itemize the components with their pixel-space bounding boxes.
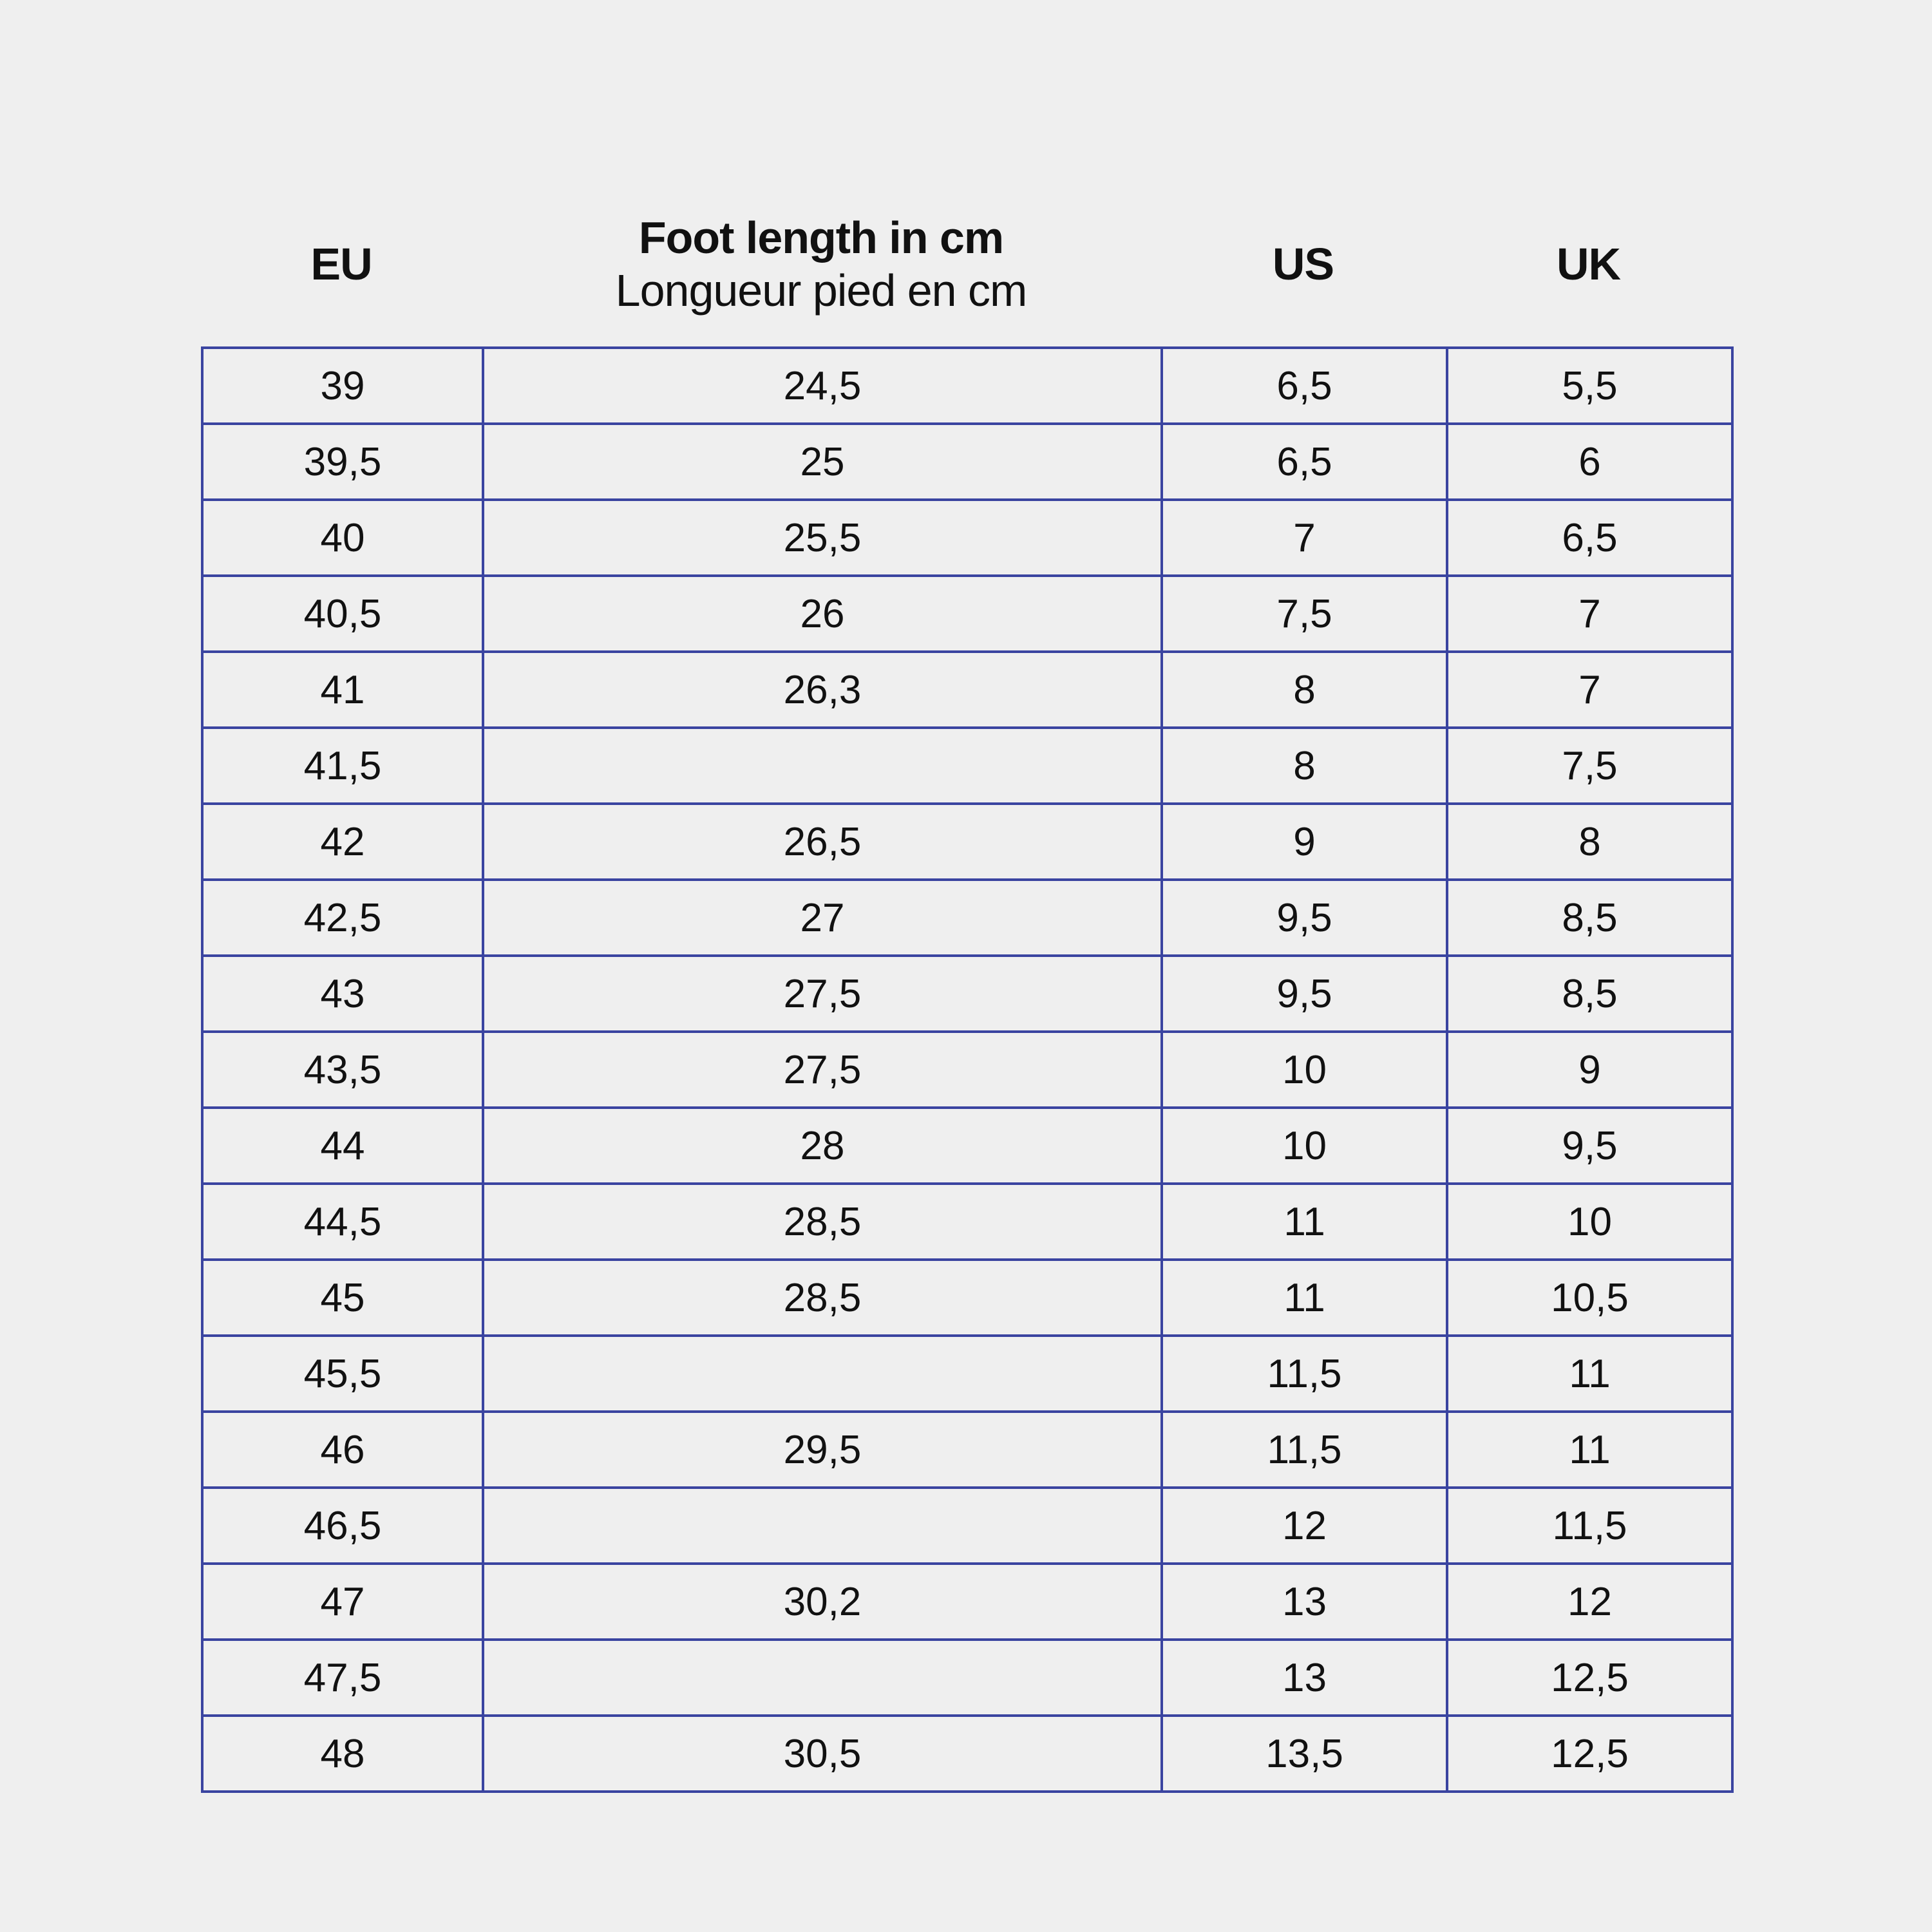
- cell-us: 7: [1162, 500, 1447, 576]
- cell-foot: 27: [483, 880, 1162, 956]
- cell-foot: 26,5: [483, 804, 1162, 880]
- cell-foot: [483, 1488, 1162, 1564]
- cell-uk: 6: [1447, 424, 1732, 500]
- cell-uk: 11,5: [1447, 1488, 1732, 1564]
- table-row: [202, 1336, 1732, 1412]
- size-table-body: [202, 348, 1732, 1792]
- cell-uk: 10: [1447, 1184, 1732, 1260]
- header-foot-length-label: Foot length in cm: [638, 213, 1004, 263]
- cell-foot: [483, 728, 1162, 804]
- cell-us: 11,5: [1162, 1412, 1447, 1488]
- cell-uk: 12,5: [1447, 1716, 1732, 1792]
- cell-us: 7,5: [1162, 576, 1447, 652]
- table-row: [202, 576, 1732, 652]
- cell-uk: 7: [1447, 576, 1732, 652]
- cell-us: 13,5: [1162, 1716, 1447, 1792]
- table-row: [202, 1564, 1732, 1640]
- cell-us: 11,5: [1162, 1336, 1447, 1412]
- cell-foot: 25: [483, 424, 1162, 500]
- table-row: [202, 1260, 1732, 1336]
- table-row: [202, 1108, 1732, 1184]
- cell-us: 9: [1162, 804, 1447, 880]
- cell-eu: 39: [202, 348, 483, 424]
- table-row: [202, 1032, 1732, 1108]
- cell-uk: 7: [1447, 652, 1732, 728]
- cell-foot: [483, 1336, 1162, 1412]
- cell-foot: 26: [483, 576, 1162, 652]
- cell-foot: 27,5: [483, 1032, 1162, 1108]
- cell-us: 8: [1162, 652, 1447, 728]
- table-row: [202, 424, 1732, 500]
- cell-eu: 47: [202, 1564, 483, 1640]
- table-row: [202, 1716, 1732, 1792]
- cell-eu: 42: [202, 804, 483, 880]
- table-row: [202, 956, 1732, 1032]
- cell-uk: 5,5: [1447, 348, 1732, 424]
- cell-eu: 48: [202, 1716, 483, 1792]
- cell-eu: 46,5: [202, 1488, 483, 1564]
- cell-eu: 44: [202, 1108, 483, 1184]
- header-foot-length-sublabel: Longueur pied en cm: [615, 265, 1027, 316]
- cell-us: 10: [1162, 1032, 1447, 1108]
- cell-eu: 40: [202, 500, 483, 576]
- cell-foot: 28: [483, 1108, 1162, 1184]
- cell-uk: 12,5: [1447, 1640, 1732, 1716]
- cell-foot: [483, 1640, 1162, 1716]
- cell-eu: 42,5: [202, 880, 483, 956]
- cell-foot: 29,5: [483, 1412, 1162, 1488]
- cell-us: 9,5: [1162, 880, 1447, 956]
- table-row: [202, 348, 1732, 424]
- header-uk: [1446, 193, 1731, 335]
- table-row: [202, 652, 1732, 728]
- table-row: [202, 1488, 1732, 1564]
- cell-uk: 6,5: [1447, 500, 1732, 576]
- cell-uk: 11: [1447, 1336, 1732, 1412]
- header-foot-length: [482, 193, 1160, 335]
- cell-foot: 28,5: [483, 1184, 1162, 1260]
- header-eu: [201, 193, 482, 335]
- cell-foot: 26,3: [483, 652, 1162, 728]
- cell-us: 8: [1162, 728, 1447, 804]
- cell-us: 11: [1162, 1184, 1447, 1260]
- cell-uk: 8: [1447, 804, 1732, 880]
- cell-eu: 39,5: [202, 424, 483, 500]
- size-table: [201, 346, 1734, 1793]
- cell-uk: 8,5: [1447, 880, 1732, 956]
- cell-foot: 27,5: [483, 956, 1162, 1032]
- cell-eu: 40,5: [202, 576, 483, 652]
- header-uk-label: UK: [1556, 239, 1621, 289]
- cell-uk: 10,5: [1447, 1260, 1732, 1336]
- cell-eu: 45,5: [202, 1336, 483, 1412]
- table-row: [202, 804, 1732, 880]
- cell-us: 6,5: [1162, 424, 1447, 500]
- cell-foot: 30,5: [483, 1716, 1162, 1792]
- table-row: [202, 1640, 1732, 1716]
- cell-uk: 12: [1447, 1564, 1732, 1640]
- cell-eu: 47,5: [202, 1640, 483, 1716]
- table-header: [201, 193, 1731, 335]
- table-row: [202, 728, 1732, 804]
- cell-eu: 43: [202, 956, 483, 1032]
- header-us-label: US: [1272, 239, 1334, 289]
- header-us: [1160, 193, 1446, 335]
- cell-us: 6,5: [1162, 348, 1447, 424]
- cell-uk: 11: [1447, 1412, 1732, 1488]
- cell-us: 11: [1162, 1260, 1447, 1336]
- table-row: [202, 1184, 1732, 1260]
- cell-us: 9,5: [1162, 956, 1447, 1032]
- cell-uk: 8,5: [1447, 956, 1732, 1032]
- cell-eu: 44,5: [202, 1184, 483, 1260]
- cell-eu: 46: [202, 1412, 483, 1488]
- table-row: [202, 1412, 1732, 1488]
- cell-us: 13: [1162, 1640, 1447, 1716]
- cell-eu: 43,5: [202, 1032, 483, 1108]
- cell-uk: 7,5: [1447, 728, 1732, 804]
- cell-us: 12: [1162, 1488, 1447, 1564]
- cell-foot: 24,5: [483, 348, 1162, 424]
- cell-us: 13: [1162, 1564, 1447, 1640]
- cell-foot: 28,5: [483, 1260, 1162, 1336]
- cell-foot: 30,2: [483, 1564, 1162, 1640]
- header-eu-label: EU: [310, 239, 372, 289]
- cell-eu: 41: [202, 652, 483, 728]
- cell-uk: 9: [1447, 1032, 1732, 1108]
- table-row: [202, 500, 1732, 576]
- table-row: [202, 880, 1732, 956]
- cell-foot: 25,5: [483, 500, 1162, 576]
- cell-eu: 41,5: [202, 728, 483, 804]
- cell-us: 10: [1162, 1108, 1447, 1184]
- cell-uk: 9,5: [1447, 1108, 1732, 1184]
- cell-eu: 45: [202, 1260, 483, 1336]
